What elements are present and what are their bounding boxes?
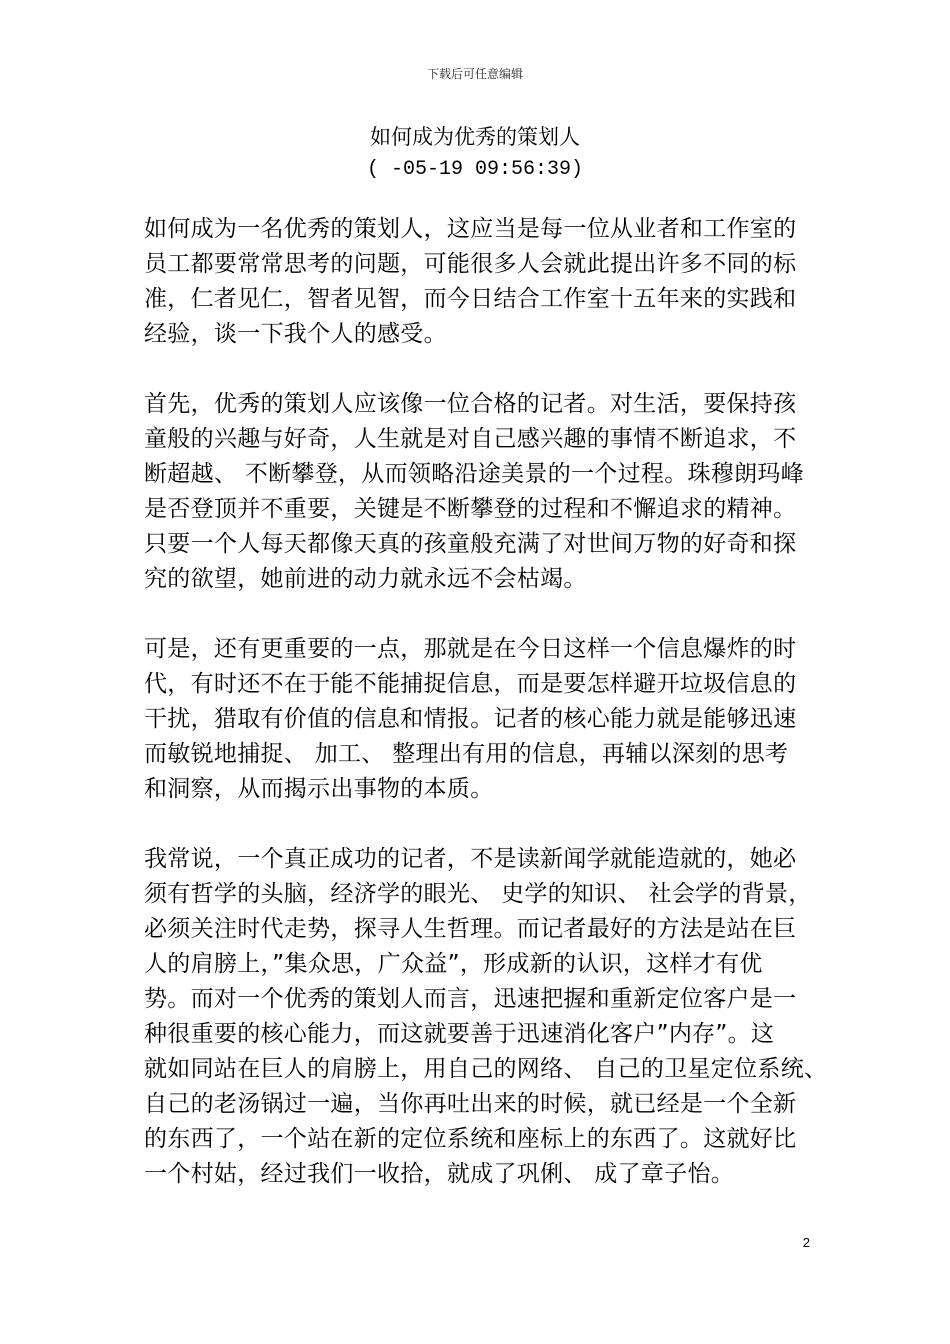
page-title: 如何成为优秀的策划人 — [370, 125, 580, 149]
paragraph — [144, 632, 814, 807]
text-line: 和洞察，从而揭示出事物的本质。 — [144, 776, 494, 802]
header-note: 下载后可任意编辑 — [426, 67, 523, 81]
text-line: 代，有时还不在于能不能捕捉信息，而是要怎样避开垃圾信息的 — [144, 671, 797, 697]
text-line: 准，仁者见仁，智者见智，而今日结合工作室十五年来的实践和 — [144, 286, 797, 312]
text-line: 就如同站在巨人的肩膀上，用自己的网络、 自己的卫星定位系统、 — [144, 1056, 828, 1082]
text-line: 只要一个人每天都像天真的孩童般充满了对世间万物的好奇和探 — [144, 531, 797, 557]
text-line: 干扰，猎取有价值的信息和情报。记者的核心能力就是能够迅速 — [144, 706, 797, 732]
paragraph — [144, 387, 814, 597]
article-datetime: ( -05-19 09:56:39) — [366, 158, 584, 181]
text-line: 究的欲望，她前进的动力就永远不会枯竭。 — [144, 566, 587, 592]
text-line: 的东西了，一个站在新的定位系统和座标上的东西了。这就好比 — [144, 1126, 797, 1152]
text-line: 必须关注时代走势，探寻人生哲理。而记者最好的方法是站在巨 — [144, 916, 797, 942]
text-line: 如何成为一名优秀的策划人，这应当是每一位从业者和工作室的 — [144, 216, 797, 242]
text-line: 是否登顶并不重要，关键是不断攀登的过程和不懈追求的精神。 — [144, 496, 797, 522]
text-line: 一个村姑，经过我们一收拾，就成了巩俐、 成了章子怡。 — [144, 1161, 735, 1187]
text-line: 人的肩膀上，”集众思，广众益”，形成新的认识，这样才有优 — [144, 951, 763, 977]
text-line: 童般的兴趣与好奇，人生就是对自己感兴趣的事情不断追求，不 — [144, 426, 797, 452]
text-line: 须有哲学的头脑，经济学的眼光、 史学的知识、 社会学的背景， — [144, 881, 812, 907]
text-line: 我常说，一个真正成功的记者，不是读新闻学就能造就的，她必 — [144, 846, 797, 872]
text-line: 可是，还有更重要的一点，那就是在今日这样一个信息爆炸的时 — [144, 636, 797, 662]
text-line: 经验，谈一下我个人的感受。 — [144, 321, 447, 347]
text-line: 首先，优秀的策划人应该像一位合格的记者。对生活，要保持孩 — [144, 391, 797, 417]
paragraph — [144, 212, 814, 352]
text-line: 势。而对一个优秀的策划人而言，迅速把握和重新定位客户是一 — [144, 986, 797, 1012]
text-line: 员工都要常常思考的问题，可能很多人会就此提出许多不同的标 — [144, 251, 797, 277]
text-line: 而敏锐地捕捉、 加工、 整理出有用的信息，再辅以深刻的思考 — [144, 741, 789, 767]
page-number: 2 — [802, 1235, 810, 1250]
article-body — [144, 212, 828, 1227]
text-line: 自己的老汤锅过一遍，当你再吐出来的时候，就已经是一个全新 — [144, 1091, 797, 1117]
paragraph — [144, 842, 828, 1192]
text-line: 断超越、 不断攀登，从而领略沿途美景的一个过程。珠穆朗玛峰 — [144, 461, 805, 487]
text-line: 种很重要的核心能力，而这就要善于迅速消化客户”内存”。这 — [144, 1021, 775, 1047]
